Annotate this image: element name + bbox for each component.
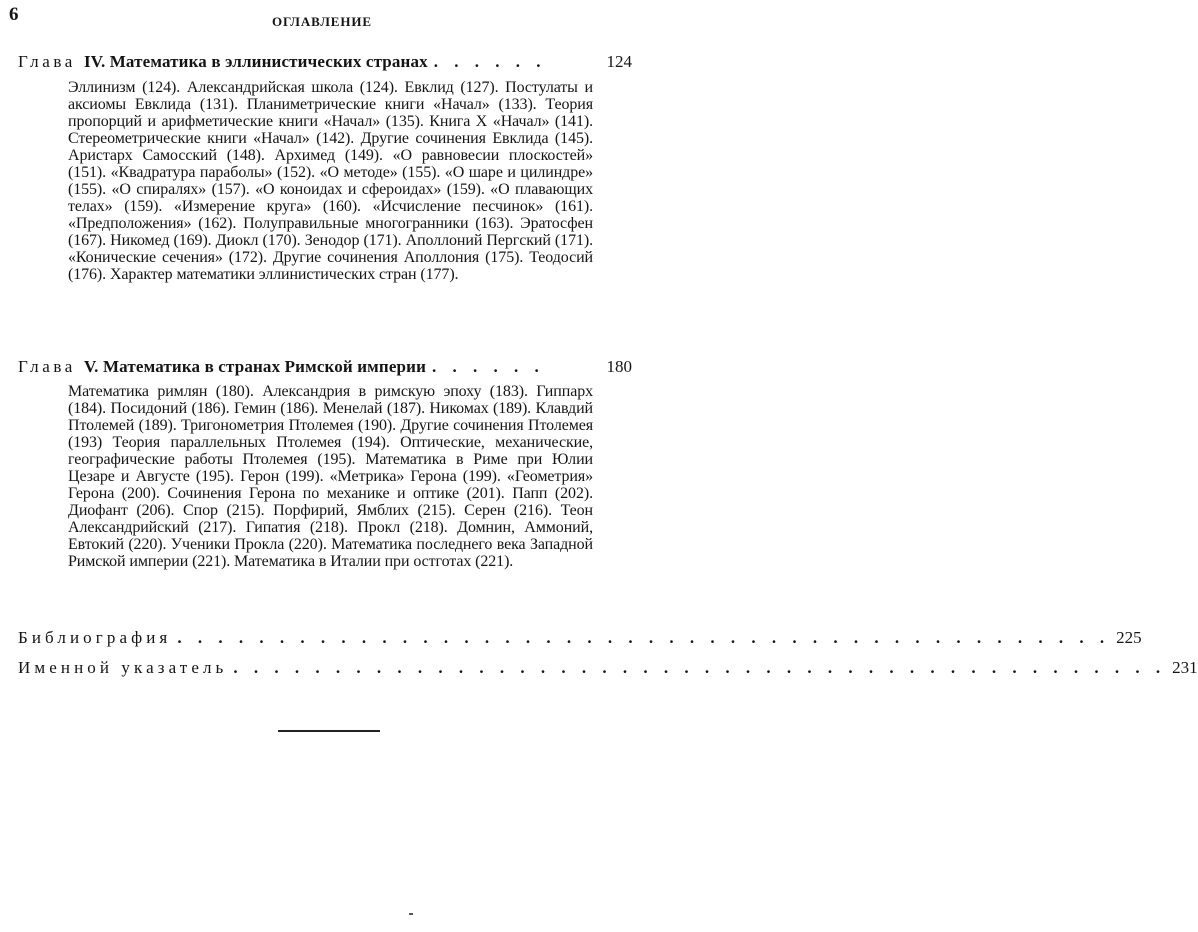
running-head: ОГЛАВЛЕНИЕ <box>272 14 372 29</box>
entry-page-number: 225 <box>1116 628 1142 647</box>
print-speck <box>409 913 413 915</box>
toc-entry-chapter-4[interactable] <box>18 52 632 76</box>
page-number: 6 <box>9 4 19 25</box>
chapter-title: IV. Математика в эллинистических странах <box>83 52 428 71</box>
end-rule <box>278 730 380 732</box>
toc-entry-bibliography[interactable] <box>18 628 1142 652</box>
dot-leader: . . . . . . <box>433 52 547 71</box>
entry-page-number: 231 <box>1172 658 1198 677</box>
chapter-prefix: Глава <box>18 357 76 376</box>
chapter-prefix: Глава <box>18 52 76 71</box>
chapter-summary: Математика римлян (180). Александрия в римскую эпоху (183). Гиппарх (184). Посидоний (186). Гемин (186). Менелай (187). Никомах (189). Клавдий Птолемей (189). Тригонометрия Птолемея (190). Другие сочинения Птолемея (193) Теория параллельных Птолемея (194). Оптические, механические, географические работы Птолемея (195). Математика в Риме при Юлии Цезаре и Августе (195). Герон (199). «Метрика» Герона (199). «Геометрия» Герона (200). Сочинения Герона по механике и оптике (201). Папп (202). Диофант (206). Спор (215). Порфирий, Ямблих (215). Серен (216). Теон Александрийский (217). Гипатия (218). Прокл (218). Домнин, Аммоний, Евтокий (220). Ученики Прокла (220). Математика последнего века Западной Римской империи (221). Математика в Италии при остготах (221). <box>68 383 593 570</box>
chapter-page-number: 124 <box>606 52 632 71</box>
dot-leader: . . . . . . . . . . . . . . . . . . . . . . . . . . . . . . . . . . . . . . . . . . . . . . <box>233 658 1167 677</box>
chapter-summary: Эллинизм (124). Александрийская школа (124). Евклид (127). Постулаты и аксиомы Евклида (131). Планиметрические книги «Начал» (133). Теория пропорций и арифметические книги «Начал» (135). Книга X «Начал» (141). Стереометрические книги «Начал» (142). Другие сочинения Евклида (145). Аристарх Самосский (148). Архимед (149). «О равновесии плоскостей» (151). «Квадратура параболы» (152). «О методе» (155). «О шаре и цилиндре» (155). «О спиралях» (157). «О коноидах и сфероидах» (159). «О плавающих телах» (159). «Измерение круга» (160). «Исчисление песчинок» (161). «Предположения» (162). Полуправильные многогранники (163). Эратосфен (167). Никомед (169). Диокл (170). Зенодор (171). Аполлоний Пергский (171). «Конические сечения» (172). Другие сочинения Аполлония (175). Теодосий (176). Характер математики эллинистических стран (177). <box>68 79 593 283</box>
toc-entry-chapter-5[interactable] <box>18 357 632 381</box>
chapter-page-number: 180 <box>606 357 632 376</box>
chapter-title: V. Математика в странах Римской империи <box>83 357 427 376</box>
dot-leader: . . . . . . . . . . . . . . . . . . . . . . . . . . . . . . . . . . . . . . . . . . . . . . <box>177 628 1111 647</box>
dot-leader: . . . . . . <box>432 357 545 376</box>
entry-label: Именной указатель <box>18 658 228 677</box>
toc-entry-name-index[interactable] <box>18 658 1198 682</box>
entry-label: Библиография <box>18 628 172 647</box>
